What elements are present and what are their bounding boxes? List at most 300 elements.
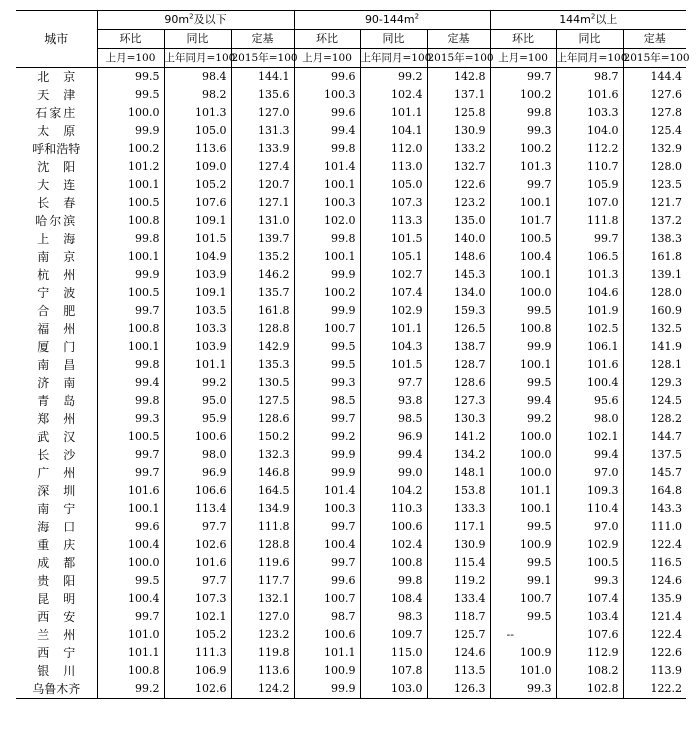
index-value: 101.6: [556, 86, 623, 104]
city-name: 长沙: [37, 448, 90, 462]
index-value: 99.8: [97, 230, 164, 248]
city-name: 济南: [37, 376, 90, 390]
index-value: 98.4: [164, 68, 231, 87]
index-value: 99.7: [294, 518, 360, 536]
index-value: 99.2: [97, 680, 164, 699]
index-value: 128.0: [623, 158, 686, 176]
index-value: 101.1: [360, 104, 427, 122]
index-value: 101.0: [97, 626, 164, 644]
index-value: 102.6: [164, 536, 231, 554]
index-value: 100.4: [294, 536, 360, 554]
index-value: 107.0: [556, 194, 623, 212]
index-value: 130.9: [427, 536, 490, 554]
index-value: 100.2: [294, 284, 360, 302]
index-value: 104.9: [164, 248, 231, 266]
table-row: [16, 356, 686, 374]
index-value: 132.1: [231, 590, 294, 608]
index-value: 109.7: [360, 626, 427, 644]
index-value: 126.5: [427, 320, 490, 338]
index-value: 108.4: [360, 590, 427, 608]
index-value: 109.1: [164, 284, 231, 302]
city-name: 银川: [37, 664, 90, 678]
index-value: 100.1: [490, 500, 556, 518]
index-value: 100.5: [97, 428, 164, 446]
table-row: [16, 158, 686, 176]
metric-header: 定基: [231, 30, 294, 49]
index-value: 111.0: [623, 518, 686, 536]
index-value: 100.1: [490, 266, 556, 284]
index-value: 100.3: [294, 194, 360, 212]
table-row: [16, 554, 686, 572]
index-value: 141.2: [427, 428, 490, 446]
index-value: 99.6: [294, 68, 360, 87]
price-index-table-container: [16, 10, 690, 699]
price-index-table: [16, 10, 690, 699]
city-name: 哈尔滨: [35, 214, 78, 228]
index-value: 102.4: [360, 86, 427, 104]
index-value: 101.6: [97, 482, 164, 500]
index-value: 97.7: [164, 572, 231, 590]
metric-header: 同比: [360, 30, 427, 49]
index-value: 101.1: [360, 320, 427, 338]
index-value: 99.5: [490, 554, 556, 572]
index-value: 100.7: [294, 320, 360, 338]
index-value: 127.5: [231, 392, 294, 410]
index-value: 98.7: [556, 68, 623, 87]
city-name: 武汉: [37, 430, 90, 444]
index-value: 100.0: [490, 464, 556, 482]
index-value: 100.6: [294, 626, 360, 644]
city-name: 广州: [37, 466, 90, 480]
index-value: 109.1: [164, 212, 231, 230]
index-value: 99.3: [490, 122, 556, 140]
superscript: 2: [414, 12, 420, 21]
superscript: 2: [189, 12, 194, 21]
table-row: [16, 572, 686, 590]
index-value: 127.8: [623, 104, 686, 122]
index-value: 100.7: [490, 590, 556, 608]
table-row: [16, 446, 686, 464]
index-value: 100.3: [294, 500, 360, 518]
city-name: 上海: [37, 232, 90, 246]
index-value: 99.6: [294, 572, 360, 590]
index-value: 117.7: [231, 572, 294, 590]
table-row: [16, 86, 686, 104]
index-value: 111.8: [556, 212, 623, 230]
index-value: 105.2: [164, 626, 231, 644]
index-value: 159.3: [427, 302, 490, 320]
city-name: 呼和浩特: [32, 142, 81, 156]
city-name: 石家庄: [35, 106, 78, 120]
index-value: 106.9: [164, 662, 231, 680]
index-value: 100.9: [490, 536, 556, 554]
index-value: 150.2: [231, 428, 294, 446]
city-name: 太原: [37, 124, 90, 138]
index-value: 101.3: [556, 266, 623, 284]
index-value: 106.6: [164, 482, 231, 500]
index-value: 107.3: [164, 590, 231, 608]
index-value: 128.1: [623, 356, 686, 374]
index-value: 99.2: [490, 410, 556, 428]
index-value: 135.3: [231, 356, 294, 374]
index-value: 99.3: [556, 572, 623, 590]
index-value: 99.7: [97, 446, 164, 464]
index-value: 101.1: [164, 356, 231, 374]
index-value: 101.7: [490, 212, 556, 230]
index-value: 99.7: [490, 176, 556, 194]
index-value: 127.6: [623, 86, 686, 104]
index-value: 123.2: [427, 194, 490, 212]
index-value: 135.6: [231, 86, 294, 104]
index-value: 141.9: [623, 338, 686, 356]
index-value: 99.9: [490, 338, 556, 356]
city-name: 南昌: [37, 358, 90, 372]
index-value: 123.2: [231, 626, 294, 644]
index-value: 99.2: [164, 374, 231, 392]
index-value: 134.0: [427, 284, 490, 302]
index-value: 125.8: [427, 104, 490, 122]
index-value: 135.7: [231, 284, 294, 302]
metric-header: 定基: [427, 30, 490, 49]
city-name: 长春: [37, 196, 90, 210]
index-value: 100.9: [490, 644, 556, 662]
index-value: 99.4: [490, 392, 556, 410]
table-row: [16, 104, 686, 122]
index-value: 128.6: [231, 410, 294, 428]
table-row: [16, 194, 686, 212]
index-value: 144.1: [231, 68, 294, 87]
index-value: 103.9: [164, 338, 231, 356]
index-value: 103.5: [164, 302, 231, 320]
index-value: 99.8: [97, 392, 164, 410]
base-header: 上年同月=100: [556, 49, 623, 68]
index-value: 133.4: [427, 590, 490, 608]
city-name: 沈阳: [37, 160, 90, 174]
index-value: 119.8: [231, 644, 294, 662]
index-value: 135.2: [231, 248, 294, 266]
index-value: 101.2: [97, 158, 164, 176]
index-value: 102.0: [294, 212, 360, 230]
city-name: 杭州: [37, 268, 90, 282]
index-value: 99.7: [97, 608, 164, 626]
index-value: 137.1: [427, 86, 490, 104]
index-value: 98.5: [360, 410, 427, 428]
index-value: 130.3: [427, 410, 490, 428]
index-value: 99.6: [97, 518, 164, 536]
index-value: 118.7: [427, 608, 490, 626]
index-value: 132.7: [427, 158, 490, 176]
index-value: 99.8: [490, 104, 556, 122]
table-row: [16, 644, 686, 662]
index-value: 99.4: [556, 446, 623, 464]
base-header: 上月=100: [97, 49, 164, 68]
index-value: 145.7: [623, 464, 686, 482]
city-name: 福州: [37, 322, 90, 336]
index-value: 138.7: [427, 338, 490, 356]
index-value: 125.7: [427, 626, 490, 644]
index-value: 142.8: [427, 68, 490, 87]
index-value: 122.4: [623, 536, 686, 554]
index-value: 146.2: [231, 266, 294, 284]
index-value: 100.1: [294, 248, 360, 266]
city-name: 天津: [37, 88, 90, 102]
index-value: 104.3: [360, 338, 427, 356]
index-value: 145.3: [427, 266, 490, 284]
index-value: 113.6: [164, 140, 231, 158]
index-value: 110.3: [360, 500, 427, 518]
index-value: 98.0: [164, 446, 231, 464]
index-value: 96.9: [164, 464, 231, 482]
index-value: 100.4: [97, 590, 164, 608]
index-value: 102.8: [556, 680, 623, 699]
metric-header: 定基: [623, 30, 686, 49]
index-value: 101.3: [164, 104, 231, 122]
index-value: 98.0: [556, 410, 623, 428]
index-value: 98.2: [164, 86, 231, 104]
index-value: 101.1: [294, 644, 360, 662]
metric-header: 同比: [556, 30, 623, 49]
index-value: 100.5: [97, 194, 164, 212]
index-value: 100.5: [97, 284, 164, 302]
city-name: 青岛: [37, 394, 90, 408]
index-value: 100.2: [490, 140, 556, 158]
index-value: 133.9: [231, 140, 294, 158]
index-value: 99.9: [294, 680, 360, 699]
city-name: 昆明: [37, 592, 90, 606]
index-value: 99.3: [97, 410, 164, 428]
index-value: 102.9: [360, 302, 427, 320]
index-value: 164.5: [231, 482, 294, 500]
index-value: 99.8: [294, 230, 360, 248]
index-value: 137.5: [623, 446, 686, 464]
index-value: 135.0: [427, 212, 490, 230]
index-value: 139.1: [623, 266, 686, 284]
index-value: 99.3: [294, 374, 360, 392]
index-value: --: [490, 626, 556, 644]
base-header: 上月=100: [490, 49, 556, 68]
metric-header: 环比: [294, 30, 360, 49]
city-name: 深圳: [37, 484, 90, 498]
index-value: 127.0: [231, 608, 294, 626]
table-row: [16, 338, 686, 356]
index-value: 144.7: [623, 428, 686, 446]
table-row: [16, 392, 686, 410]
table-row: [16, 500, 686, 518]
group-label-suffix: 以上: [595, 13, 618, 26]
superscript: 2: [590, 12, 596, 21]
index-value: 132.3: [231, 446, 294, 464]
table-row: [16, 536, 686, 554]
index-value: 107.3: [360, 194, 427, 212]
index-value: 100.8: [97, 212, 164, 230]
index-value: 104.6: [556, 284, 623, 302]
index-value: 100.5: [490, 230, 556, 248]
index-value: 101.1: [490, 482, 556, 500]
index-value: 99.5: [490, 374, 556, 392]
index-value: 100.0: [97, 554, 164, 572]
index-value: 124.6: [623, 572, 686, 590]
table-row: [16, 122, 686, 140]
index-value: 99.8: [360, 572, 427, 590]
index-value: 103.4: [556, 608, 623, 626]
index-value: 99.9: [294, 464, 360, 482]
table-row: [16, 284, 686, 302]
index-value: 113.6: [231, 662, 294, 680]
index-value: 98.3: [360, 608, 427, 626]
table-row: [16, 212, 686, 230]
index-value: 100.6: [164, 428, 231, 446]
index-value: 99.5: [294, 356, 360, 374]
city-name: 乌鲁木齐: [16, 680, 97, 699]
index-value: 134.9: [231, 500, 294, 518]
index-value: 104.1: [360, 122, 427, 140]
index-value: 99.2: [360, 68, 427, 87]
index-value: 99.5: [294, 338, 360, 356]
index-value: 121.7: [623, 194, 686, 212]
table-row: [16, 464, 686, 482]
index-value: 105.0: [164, 122, 231, 140]
index-value: 102.1: [556, 428, 623, 446]
index-value: 124.2: [231, 680, 294, 699]
city-name: 南宁: [37, 502, 90, 516]
index-value: 112.2: [556, 140, 623, 158]
group-header-medium: [294, 11, 490, 30]
index-value: 101.6: [556, 356, 623, 374]
metric-header: 同比: [164, 30, 231, 49]
index-value: 100.3: [294, 86, 360, 104]
index-value: 97.0: [556, 518, 623, 536]
table-row: [16, 140, 686, 158]
group-label-suffix: 及以下: [193, 13, 227, 26]
index-value: 101.4: [294, 158, 360, 176]
index-value: 122.6: [623, 644, 686, 662]
base-header: 上年同月=100: [360, 49, 427, 68]
index-value: 99.7: [97, 464, 164, 482]
group-label: 90m: [164, 13, 190, 26]
index-value: 122.6: [427, 176, 490, 194]
index-value: 119.6: [231, 554, 294, 572]
index-value: 99.9: [97, 122, 164, 140]
index-value: 103.3: [556, 104, 623, 122]
index-value: 100.4: [97, 536, 164, 554]
table-row: [16, 608, 686, 626]
index-value: 100.0: [490, 428, 556, 446]
index-value: 99.7: [556, 230, 623, 248]
index-value: 101.0: [490, 662, 556, 680]
index-value: 107.8: [360, 662, 427, 680]
index-value: 115.0: [360, 644, 427, 662]
index-value: 100.0: [490, 284, 556, 302]
index-value: 102.1: [164, 608, 231, 626]
city-name: 厦门: [37, 340, 90, 354]
index-value: 100.4: [556, 374, 623, 392]
index-value: 99.8: [97, 356, 164, 374]
index-value: 104.2: [360, 482, 427, 500]
index-value: 127.3: [427, 392, 490, 410]
base-header-row: [16, 49, 686, 68]
index-value: 140.0: [427, 230, 490, 248]
index-value: 128.2: [623, 410, 686, 428]
index-value: 100.8: [490, 320, 556, 338]
index-value: 121.4: [623, 608, 686, 626]
city-name: 成都: [37, 556, 90, 570]
index-value: 99.7: [294, 554, 360, 572]
base-header: 上年同月=100: [164, 49, 231, 68]
table-row: [16, 626, 686, 644]
table-row: [16, 68, 686, 87]
table-row: [16, 266, 686, 284]
index-value: 138.3: [623, 230, 686, 248]
base-header: 上月=100: [294, 49, 360, 68]
index-value: 93.8: [360, 392, 427, 410]
city-name: 重庆: [37, 538, 90, 552]
index-value: 95.6: [556, 392, 623, 410]
group-header-large: [490, 11, 686, 30]
index-value: 100.5: [556, 554, 623, 572]
index-value: 128.7: [427, 356, 490, 374]
index-value: 99.5: [490, 608, 556, 626]
index-value: 102.5: [556, 320, 623, 338]
index-value: 124.5: [623, 392, 686, 410]
index-value: 100.2: [97, 140, 164, 158]
index-value: 128.6: [427, 374, 490, 392]
index-value: 120.7: [231, 176, 294, 194]
index-value: 115.4: [427, 554, 490, 572]
metric-header: 环比: [97, 30, 164, 49]
index-value: 101.9: [556, 302, 623, 320]
index-value: 100.4: [490, 248, 556, 266]
index-value: 133.2: [427, 140, 490, 158]
index-value: 100.0: [490, 446, 556, 464]
index-value: 134.2: [427, 446, 490, 464]
index-value: 113.0: [360, 158, 427, 176]
index-value: 99.9: [294, 446, 360, 464]
table-row: [16, 590, 686, 608]
index-value: 143.3: [623, 500, 686, 518]
index-value: 102.4: [360, 536, 427, 554]
index-value: 100.8: [97, 662, 164, 680]
city-name: 合肥: [37, 304, 90, 318]
index-value: 144.4: [623, 68, 686, 87]
index-value: 101.3: [490, 158, 556, 176]
index-value: 100.1: [97, 248, 164, 266]
index-value: 105.0: [360, 176, 427, 194]
index-value: 99.4: [294, 122, 360, 140]
index-value: 101.5: [164, 230, 231, 248]
index-value: 100.7: [294, 590, 360, 608]
table-row: [16, 662, 686, 680]
index-value: 98.7: [294, 608, 360, 626]
index-value: 99.5: [97, 68, 164, 87]
index-value: 135.9: [623, 590, 686, 608]
table-body: [16, 68, 686, 699]
index-value: 103.3: [164, 320, 231, 338]
index-value: 161.8: [623, 248, 686, 266]
index-value: 102.6: [164, 680, 231, 699]
table-row: [16, 230, 686, 248]
index-value: 107.4: [360, 284, 427, 302]
index-value: 101.6: [164, 554, 231, 572]
index-value: 99.2: [294, 428, 360, 446]
table-row: [16, 410, 686, 428]
index-value: 99.5: [490, 302, 556, 320]
city-name: 大连: [37, 178, 90, 192]
index-value: 105.9: [556, 176, 623, 194]
index-value: 160.9: [623, 302, 686, 320]
index-value: 100.9: [294, 662, 360, 680]
index-value: 101.5: [360, 230, 427, 248]
index-value: 110.4: [556, 500, 623, 518]
